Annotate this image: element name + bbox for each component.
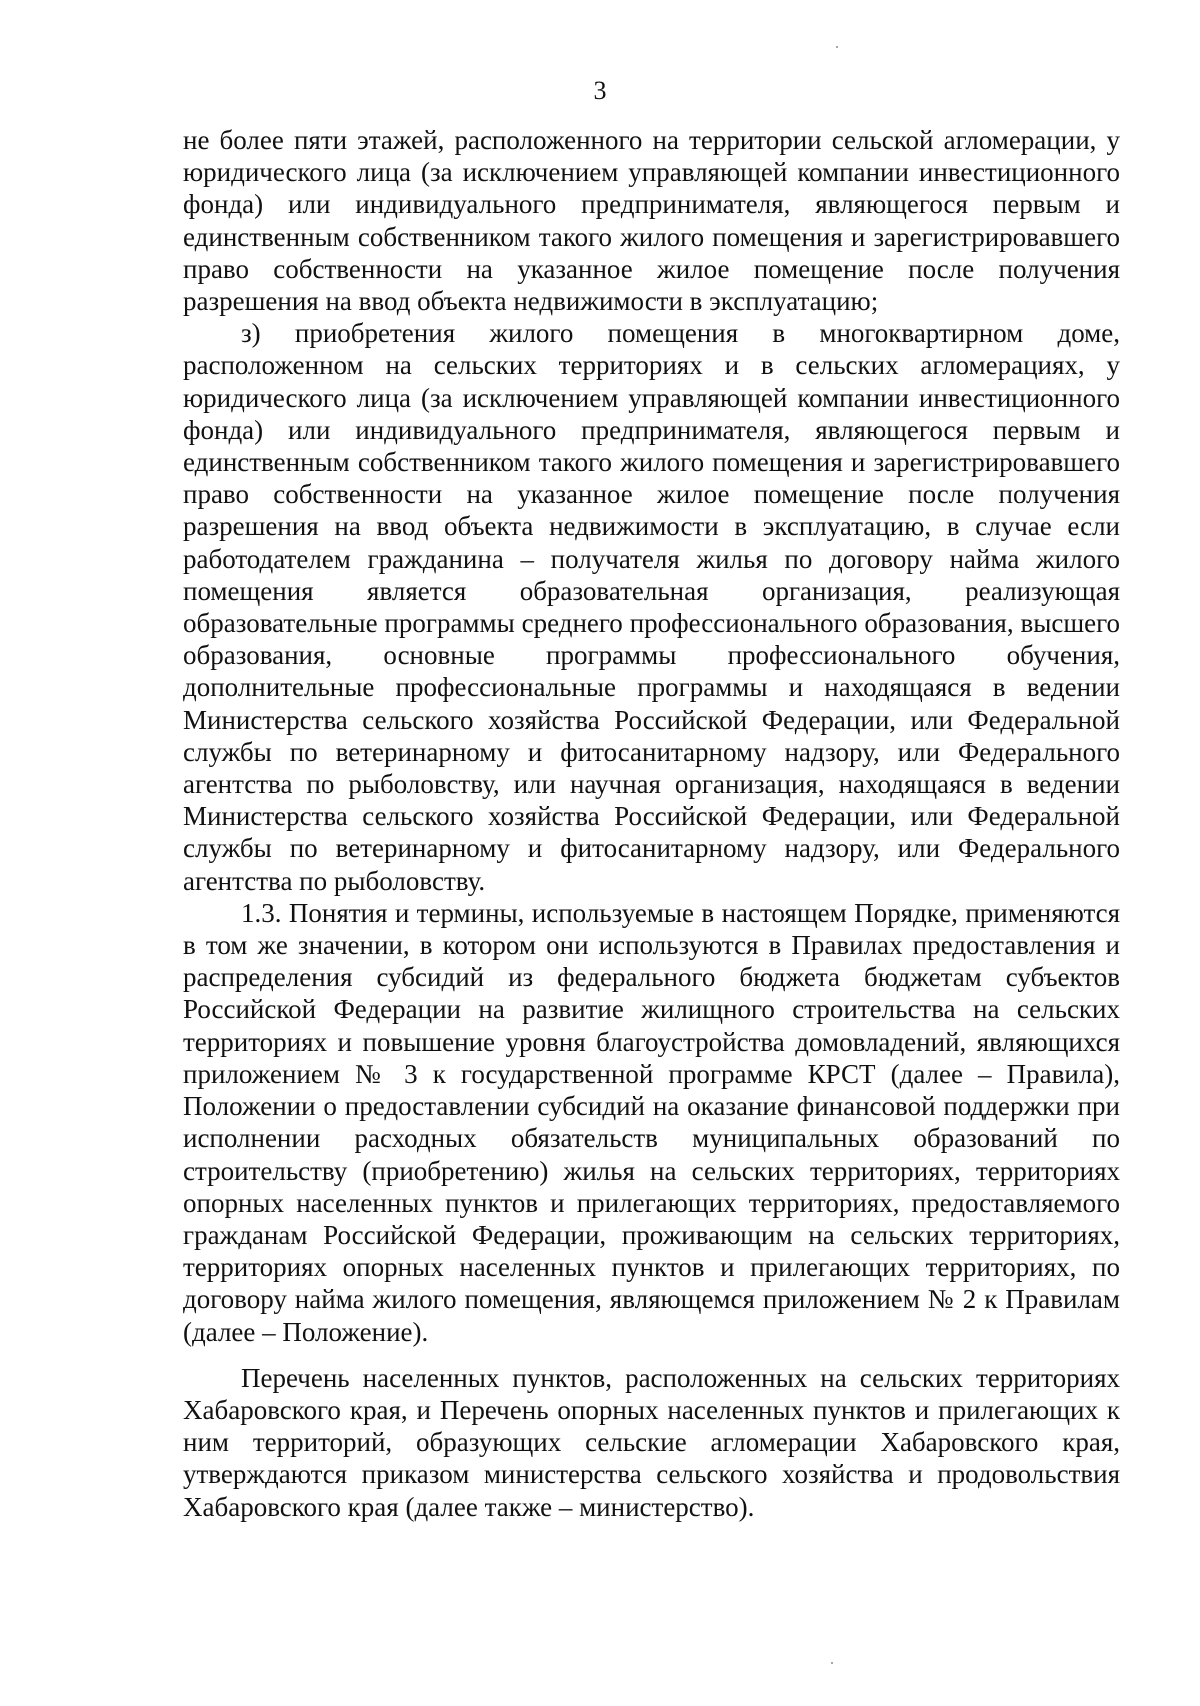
scan-speck — [831, 1662, 833, 1664]
paragraph-section-1-3: 1.3. Понятия и термины, используемые в настоящем Порядке, применяются в том же значении, в котором они используются в Правилах предоставления и распределения субсидий из федерального бюджета бюджетам субъектов Российской Федерации на развитие жилищного строительства на сельских территориях и повышение уровня благоустройства домовладений, являющихся приложением № 3 к государственной программе КРСТ (далее – Правила), Положении о предоставлении субсидий на оказание финансовой поддержки при исполнении расходных обязательств муниципальных образований по строительству (приобретению) жилья на сельских территориях, территориях опорных населенных пунктов и прилегающих территориях, предоставляемого гражданам Российской Федерации, проживающим на сельских территориях, территориях опорных населенных пунктов и прилегающих территориях, по договору найма жилого помещения, являющемся приложением № 2 к Правилам (далее – Положение). — [183, 897, 1120, 1347]
scan-speck — [836, 46, 838, 48]
document-body — [183, 124, 1120, 1523]
paragraph-item-z: з) приобретения жилого помещения в многоквартирном доме, расположенном на сельских территориях и в сельских агломерациях, у юридического лица (за исключением управляющей компании инвестиционного фонда) или индивидуального предпринимателя, являющегося первым и единственным собственником такого жилого помещения и зарегистрировавшего право собственности на указанное жилое помещение после получения разрешения на ввод объекта недвижимости в эксплуатацию, в случае если работодателем гражданина – получателя жилья по договору найма жилого помещения является образовательная организация, реализующая образовательные программы среднего профессионального образования, высшего образования, основные программы профессионального обучения, дополнительные профессиональные программы и находящаяся в ведении Министерства сельского хозяйства Российской Федерации, или Федеральной службы по ветеринарному и фитосанитарному надзору, или Федерального агентства по рыболовству, или научная организация, находящаяся в ведении Министерства сельского хозяйства Российской Федерации, или Федеральной службы по ветеринарному и фитосанитарному надзору, или Федерального агентства по рыболовству. — [183, 318, 1120, 896]
page-number: 3 — [593, 76, 607, 105]
paragraph-lists-approval: Перечень населенных пунктов, расположенных на сельских территориях Хабаровского края, и Перечень опорных населенных пунктов и прилегающих к ним территорий, образующих сельские агломерации Хабаровского края, утверждаются приказом министерства сельского хозяйства и продовольствия Хабаровского края (далее также – министерство). — [183, 1362, 1120, 1522]
paragraph-continuation: не более пяти этажей, расположенного на территории сельской агломерации, у юридического лица (за исключением управляющей компании инвестиционного фонда) или индивидуального предпринимателя, являющегося первым и единственным собственником такого жилого помещения и зарегистрировавшего право собственности на указанное жилое помещение после получения разрешения на ввод объекта недвижимости в эксплуатацию; — [183, 125, 1120, 317]
